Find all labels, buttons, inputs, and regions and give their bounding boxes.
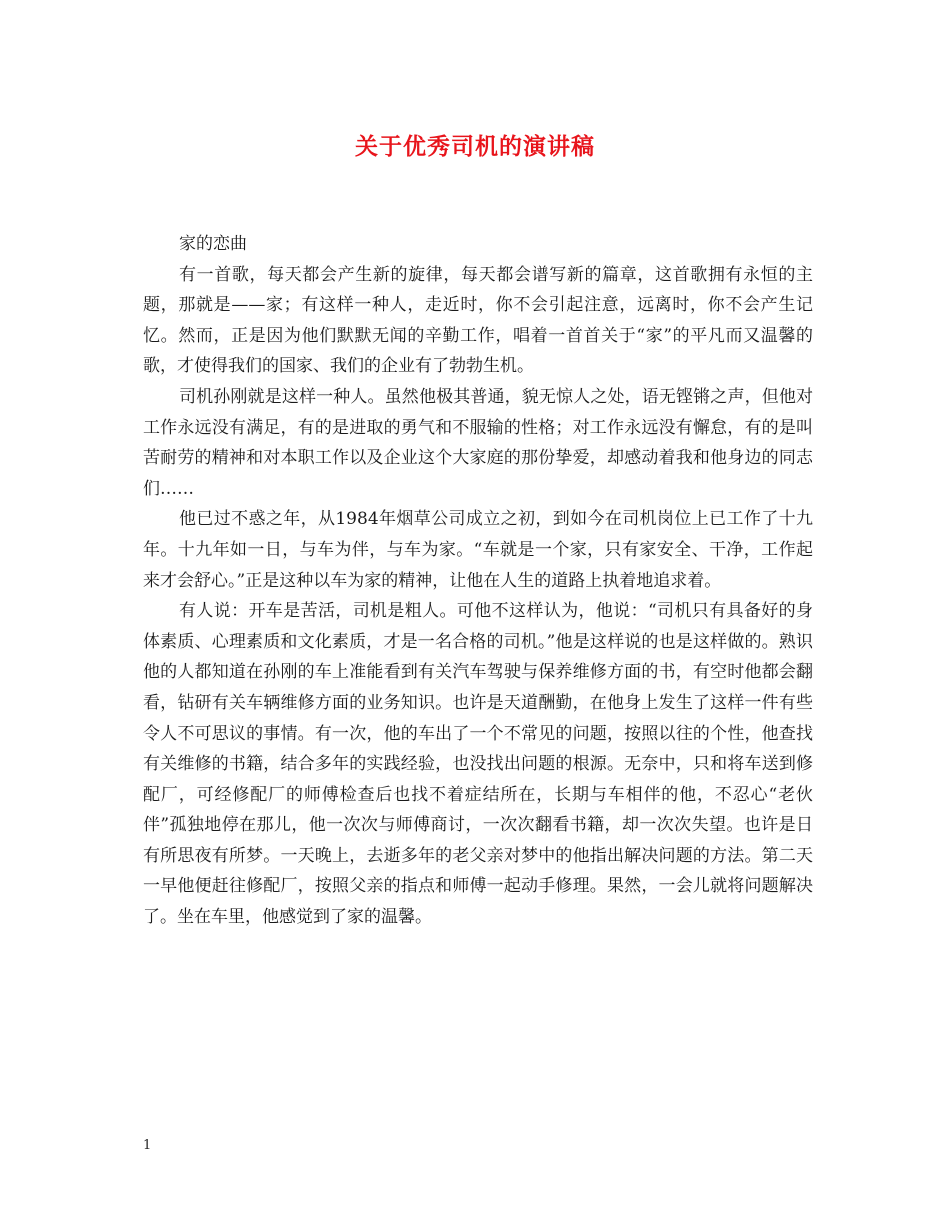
paragraph: 有一首歌，每天都会产生新的旋律，每天都会谱写新的篇章，这首歌拥有永恒的主题，那就是——家；有这样一种人，走近时，你不会引起注意，远离时，你不会产生记忆。然而，正是因为他们默默无闻的辛勤工作，唱着一首首关于“家”的平凡而又温馨的歌，才使得我们的国家、我们的企业有了勃勃生机。 bbox=[143, 264, 813, 377]
section-heading: 家的恋曲 bbox=[179, 234, 247, 254]
paragraph: 司机孙刚就是这样一种人。虽然他极其普通，貌无惊人之处，语无铿锵之声，但他对工作永远没有满足，有的是进取的勇气和不服输的性格；对工作永远没有懈怠，有的是叫苦耐劳的精神和对本职工作以及企业这个大家庭的那份挚爱，却感动着我和他身边的同志们…… bbox=[143, 386, 813, 499]
document-title: 关于优秀司机的演讲稿 bbox=[355, 133, 595, 160]
page-number: 1 bbox=[143, 1138, 152, 1153]
paragraph: 他已过不惑之年，从1984年烟草公司成立之初，到如今在司机岗位上已工作了十九年。十九年如一日，与车为伴，与车为家。“车就是一个家，只有家安全、干净，工作起来才会舒心。”正是这种以车为家的精神，让他在人生的道路上执着地追求着。 bbox=[143, 509, 813, 591]
paragraph: 有人说：开车是苦活，司机是粗人。可他不这样认为，他说：“司机只有具备好的身体素质、心理素质和文化素质，才是一名合格的司机。”他是这样说的也是这样做的。熟识他的人都知道在孙刚的车上准能看到有关汽车驾驶与保养维修方面的书，有空时他都会翻看，钻研有关车辆维修方面的业务知识。也许是天道酬勤，在他身上发生了这样一件有些令人不可思议的事情。有一次，他的车出了一个不常见的问题，按照以往的个性，他查找有关维修的书籍，结合多年的实践经验，也没找出问题的根源。无奈中，只和将车送到修配厂，可经修配厂的师傅检查后也找不着症结所在，长期与车相伴的他，不忍心“老伙伴”孤独地停在那儿，他一次次与师傅商讨，一次次翻看书籍，却一次次失望。也许是日有所思夜有所梦。一天晚上，去逝多年的老父亲对梦中的他指出解决问题的方法。第二天一早他便赶往修配厂，按照父亲的指点和师傅一起动手修理。果然，一会儿就将问题解决了。坐在车里，他感觉到了家的温馨。 bbox=[143, 601, 813, 928]
document-body bbox=[143, 229, 813, 933]
